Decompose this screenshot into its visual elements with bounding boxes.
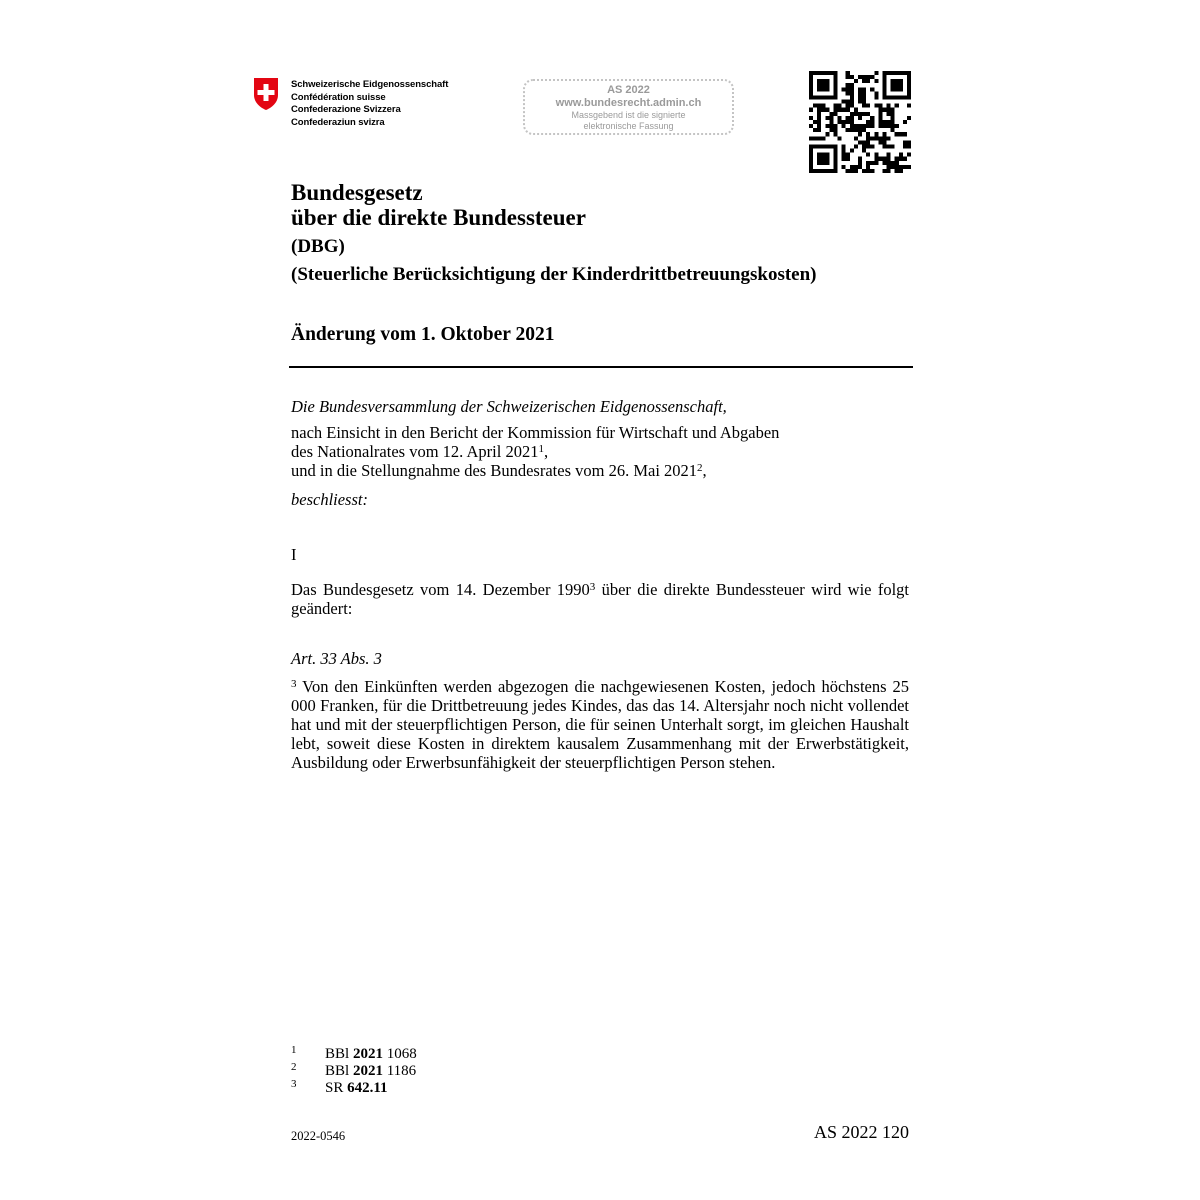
stamp-note-1: Massgebend ist die signierte: [571, 110, 686, 120]
stamp-note-2: elektronische Fassung: [583, 121, 674, 131]
footnote-reference[interactable]: [325, 1080, 388, 1097]
confederation-name-fr: Confédération suisse: [291, 91, 386, 103]
footnote-reference[interactable]: [325, 1046, 417, 1063]
footnote-number: 3: [291, 1078, 297, 1090]
section-intro: [291, 580, 909, 618]
footnote-prefix: BBl: [325, 1063, 353, 1079]
document-id: 2022-0546: [291, 1129, 346, 1143]
document-title: [291, 180, 586, 230]
title-divider: [289, 366, 913, 368]
amendment-date: Änderung vom 1. Oktober 2021: [291, 324, 555, 345]
page-reference: AS 2022 120: [813, 1122, 909, 1142]
preamble-line-3-text: und in die Stellungnahme des Bundesrates vom 26. Mai 2021: [291, 461, 698, 480]
footnote-reference[interactable]: [325, 1063, 416, 1080]
preamble-line-1: nach Einsicht in den Bericht der Kommission für Wirtschaft und Abgaben: [291, 423, 780, 442]
swiss-cross-shield-icon: [253, 77, 279, 111]
footnote-number: 1: [291, 1044, 297, 1056]
preamble-line-3-tail: ,: [702, 461, 707, 480]
confederation-name-it: Confederazione Svizzera: [291, 104, 401, 115]
section-intro-text-b: über die direkte Bundessteuer wird wie folgt geändert:: [291, 580, 909, 618]
stamp-url: www.bundesrecht.admin.ch: [555, 97, 702, 109]
footnote-page: 1068: [382, 1046, 417, 1062]
confederation-name-rm: Confederaziun svizra: [291, 116, 385, 128]
footnote-ref-3[interactable]: 3: [589, 581, 596, 593]
preamble-line-3: [291, 461, 779, 480]
footnote-number: 2: [291, 1061, 297, 1073]
qr-code-icon: [809, 71, 911, 173]
stamp-collection: AS 2022: [607, 84, 650, 96]
footnote-prefix: SR: [325, 1080, 348, 1096]
confederation-names: [291, 79, 448, 129]
confederation-name-de: Schweizerische Eidgenossenschaft: [291, 79, 449, 90]
footnote-prefix: BBl: [325, 1046, 353, 1062]
section-intro-text-a: Das Bundesgesetz vom 14. Dezember 1990: [291, 580, 590, 599]
preamble-line-2: [291, 442, 779, 461]
preamble-authority: Die Bundesversammlung der Schweizerischen Eidgenossenschaft,: [291, 397, 727, 416]
document-subtitle: (Steuerliche Berücksichtigung der Kinderdrittbetreuungskosten): [291, 264, 817, 285]
footnote-ref-1[interactable]: 1: [538, 443, 544, 455]
title-line-1: Bundesgesetz: [291, 180, 423, 205]
preamble-line-2-tail: ,: [543, 442, 549, 461]
preamble-body: [291, 423, 779, 480]
section-number: I: [291, 545, 297, 564]
title-line-2: über die direkte Bundessteuer: [291, 205, 586, 230]
footnote-sr-number: 642.11: [347, 1080, 388, 1096]
preamble-decision: beschliesst:: [291, 490, 368, 509]
document-abbreviation: (DBG): [291, 236, 345, 257]
publication-stamp: [523, 79, 734, 135]
article-paragraph-text: Von den Einkünften werden abgezogen die nachgewiesenen Kosten, jedoch höchstens 25 000 Franken, für die Drittbetreuung jedes Kindes, das das 14. Altersjahr noch nicht vollendet hat und mit der steuerpflichtigen Person, die für seinen Unterhalt sorgt, im gleichen Haushalt lebt, soweit diese Kosten in direktem kausalem Zusammenhang mit der Erwerbstätigkeit, Ausbildung oder Erwerbsunfähigkeit der steuerpflichtigen Person stehen.: [291, 677, 909, 772]
footnote-ref-2[interactable]: 2: [697, 462, 703, 474]
article-heading: Art. 33 Abs. 3: [291, 649, 382, 668]
article-paragraph: [291, 677, 909, 772]
paragraph-number: 3: [291, 678, 297, 690]
footnote-page: 1186: [382, 1063, 417, 1079]
preamble-line-2-text: des Nationalrates vom 12. April 2021: [291, 442, 539, 461]
footnote-year: 2021: [352, 1046, 383, 1062]
footnote-year: 2021: [352, 1063, 383, 1079]
